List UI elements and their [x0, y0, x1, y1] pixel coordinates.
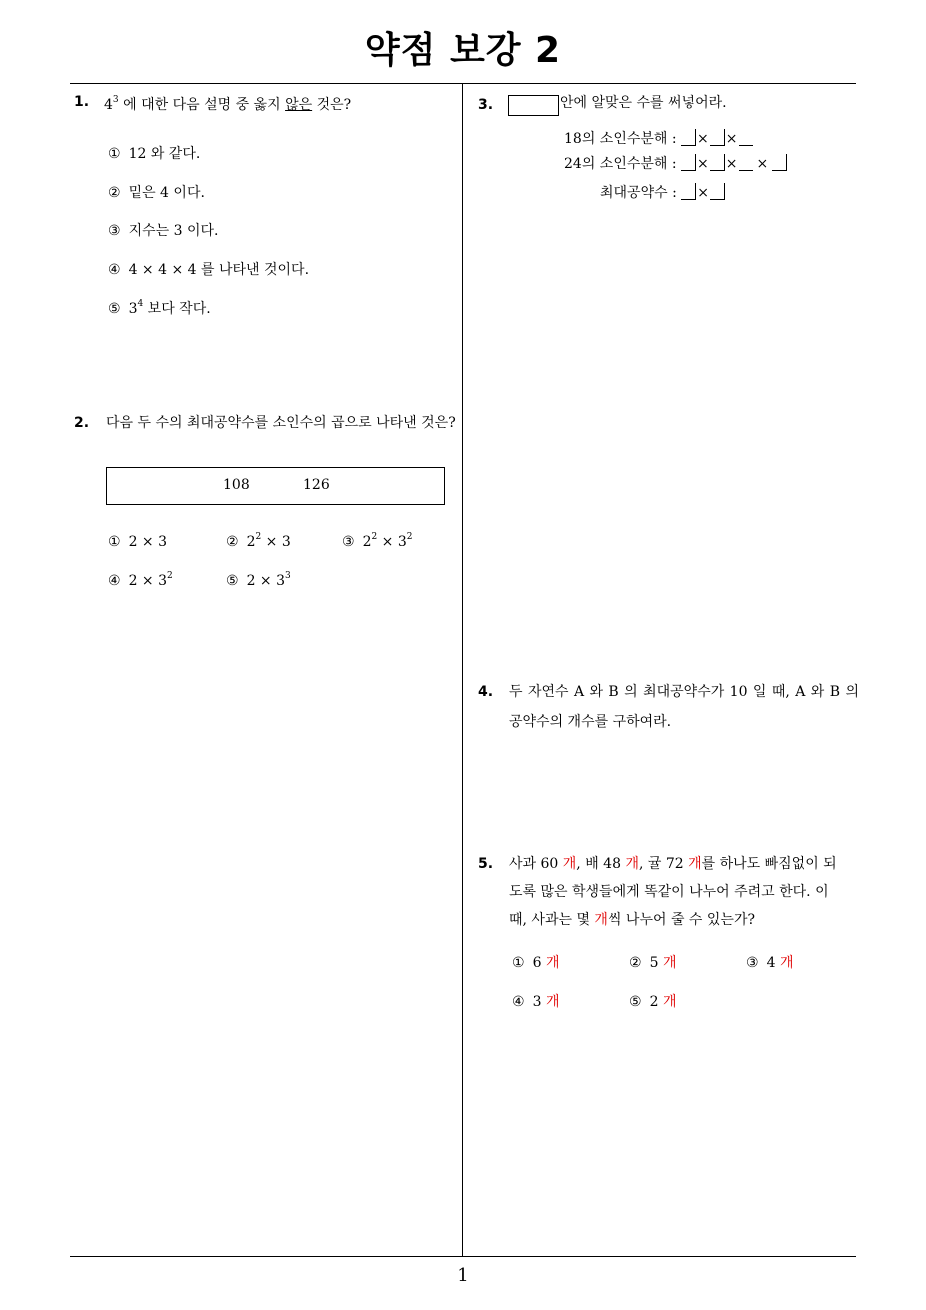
answer-box-icon	[508, 95, 559, 116]
option-1[interactable]: ① 12 와 같다.	[108, 146, 201, 162]
blank-input[interactable]	[710, 129, 725, 146]
question-number: 4.	[478, 684, 494, 700]
page-number: 1	[457, 1265, 469, 1286]
blank-input[interactable]	[681, 154, 696, 171]
option-4[interactable]: ④ 4 × 4 × 4 를 나타낸 것이다.	[108, 262, 310, 278]
question-stem: $4^3$ 에 대한 다음 설명 중 옳지 않은 것은?	[104, 95, 352, 113]
row-18: 18의 소인수분해 : × ×	[564, 128, 753, 148]
blank-input[interactable]	[681, 183, 696, 200]
given-numbers-box	[106, 467, 445, 505]
blank-input[interactable]	[681, 129, 696, 146]
option-3[interactable]: ③ 지수는 3 이다.	[108, 223, 219, 239]
row-gcd: 최대공약수 : ×	[600, 182, 725, 202]
option-3[interactable]: ③ 4 개	[746, 955, 794, 971]
option-4[interactable]: ④ 3 개	[512, 994, 560, 1010]
number-126: 126	[303, 477, 330, 493]
question-stem: 안에 알맞은 수를 써넣어라.	[560, 95, 727, 111]
option-2[interactable]: ② 밑은 4 이다.	[108, 185, 205, 201]
option-2[interactable]: ② $2^2 \times 3$	[226, 532, 291, 550]
option-3[interactable]: ③ $2^2 \times 3^2$	[342, 532, 413, 550]
option-2[interactable]: ② 5 개	[629, 955, 677, 971]
blank-input[interactable]	[710, 154, 725, 171]
column-divider	[462, 84, 463, 1256]
bottom-rule	[70, 1256, 856, 1257]
blank-input[interactable]	[772, 154, 787, 171]
question-stem: 사과 60 개, 배 48 개, 귤 72 개를 하나도 빠짐없이 되 도록 많은 학생들에게 똑같이 나누어 주려고 한다. 이 때, 사과는 몇 개씩 나누어 줄 수 있는가?	[509, 856, 837, 928]
option-5[interactable]: ⑤ $3^4$ 보다 작다.	[108, 299, 211, 317]
question-stem: 다음 두 수의 최대공약수를 소인수의 곱으로 나타낸 것은?	[106, 415, 456, 431]
page-title: 약점 보강 2	[364, 30, 562, 71]
blank-input[interactable]	[710, 183, 725, 200]
blank-input[interactable]	[739, 129, 753, 146]
option-4[interactable]: ④ $2 \times 3^2$	[108, 571, 173, 589]
question-number: 5.	[478, 856, 494, 872]
question-stem: 두 자연수 A 와 B 의 최대공약수가 10 일 때, A 와 B 의 공약수의 개수를 구하여라.	[509, 684, 859, 730]
option-1[interactable]: ① 2 × 3	[108, 534, 168, 550]
top-rule	[70, 83, 856, 84]
number-108: 108	[223, 477, 250, 493]
option-5[interactable]: ⑤ 2 개	[629, 994, 677, 1010]
row-24: 24의 소인수분해 : × × ×	[564, 153, 787, 173]
question-number: 1.	[74, 94, 90, 110]
blank-input[interactable]	[739, 154, 753, 171]
question-number: 2.	[74, 415, 90, 431]
option-5[interactable]: ⑤ $2 \times 3^3$	[226, 571, 291, 589]
question-number: 3.	[478, 97, 494, 113]
option-1[interactable]: ① 6 개	[512, 955, 560, 971]
